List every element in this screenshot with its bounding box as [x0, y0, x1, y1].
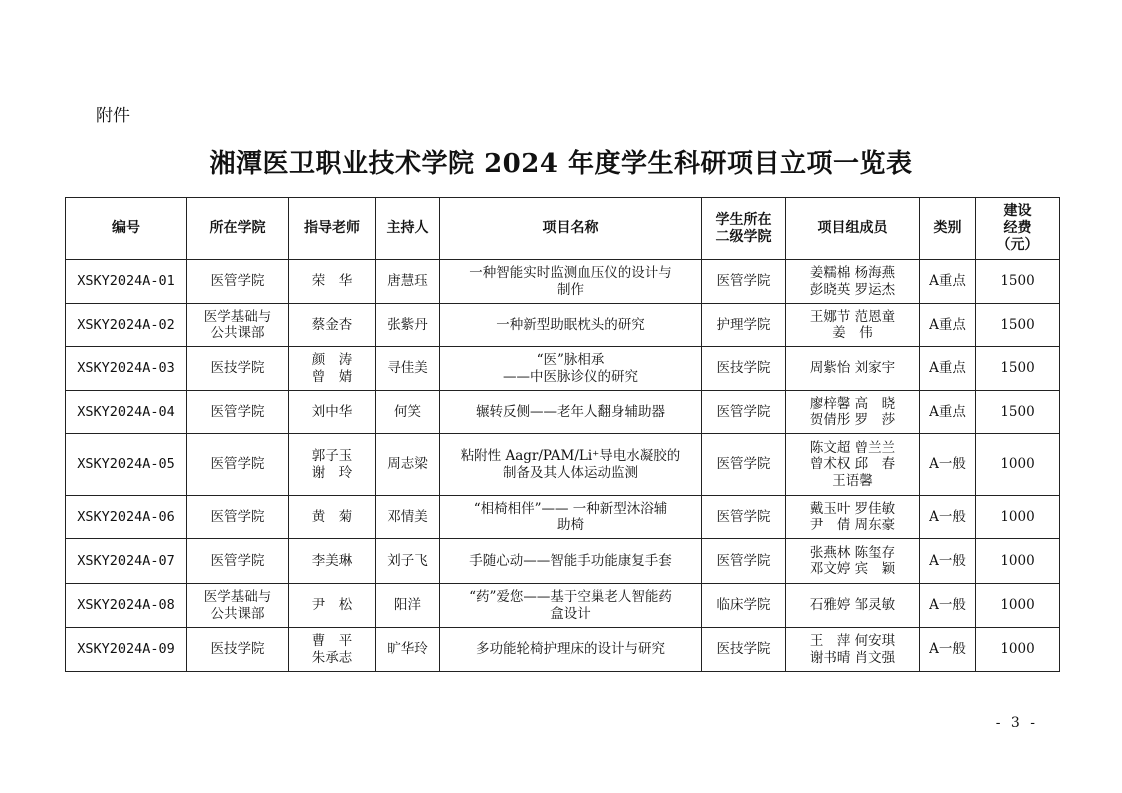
cell-college-line: 医学基础与 — [203, 308, 272, 325]
cell-project — [440, 628, 702, 672]
header-fund-line: 建设 — [1003, 203, 1032, 220]
cell-project-line: 助椅 — [557, 517, 584, 533]
cell-project-line: 粘附性 Aagr/PAM/Li⁺导电水凝胶的 — [460, 448, 681, 465]
table-row — [66, 391, 1060, 434]
cell-category: A一般 — [920, 434, 976, 496]
table-row — [66, 260, 1060, 304]
cell-project-line: 一种智能实时监测血压仪的设计与 — [469, 265, 672, 282]
cell-code: XSKY2024A-02 — [66, 304, 187, 347]
cell-members-line: 陈文超 曾兰兰 — [809, 440, 896, 457]
cell-members — [786, 347, 920, 391]
cell-dept: 临床学院 — [702, 584, 786, 628]
cell-project-line: 辗转反侧——老年人翻身辅助器 — [476, 403, 665, 420]
cell-project-line: 手随心动——智能手功能康复手套 — [469, 552, 672, 569]
cell-project-line: 盒设计 — [550, 605, 591, 622]
cell-leader: 何笑 — [376, 391, 440, 434]
cell-college — [187, 628, 289, 672]
cell-members-line: 廖梓馨 高 晓 — [809, 395, 896, 412]
cell-advisor-line: 曾 婧 — [311, 368, 353, 385]
header-code: 编号 — [66, 198, 187, 260]
cell-members — [786, 539, 920, 584]
cell-members-line: 张燕林 陈玺存 — [809, 544, 896, 561]
cell-advisor-line: 郭子玉 — [311, 448, 353, 465]
cell-members-line: 谢书晴 肖文强 — [809, 649, 896, 666]
cell-college — [187, 347, 289, 391]
cell-code: XSKY2024A-01 — [66, 260, 187, 304]
cell-fund: 1000 — [976, 539, 1060, 584]
cell-members — [786, 434, 920, 496]
cell-college-line: 医管学院 — [210, 552, 265, 569]
cell-college — [187, 539, 289, 584]
cell-advisor-line: 黄 菊 — [311, 508, 353, 525]
header-fund — [976, 198, 1060, 260]
cell-project-line: ——中医脉诊仪的研究 — [503, 368, 638, 385]
header-dept-line: 学生所在 — [715, 211, 772, 228]
cell-advisor — [289, 347, 376, 391]
cell-category: A一般 — [920, 584, 976, 628]
cell-category: A重点 — [920, 260, 976, 304]
cell-members-line: 姜糯棉 杨海燕 — [809, 265, 896, 282]
cell-college-line: 医管学院 — [210, 273, 265, 290]
cell-members-line: 彭晓英 罗运杰 — [809, 281, 896, 298]
cell-members-line: 王语馨 — [832, 472, 873, 489]
cell-project-line: 制作 — [557, 281, 584, 298]
cell-members-line: 姜 伟 — [832, 325, 873, 341]
cell-leader: 周志梁 — [376, 434, 440, 496]
cell-fund: 1500 — [976, 391, 1060, 434]
cell-members-line: 王 萍 何安琪 — [809, 633, 896, 650]
cell-members-line: 尹 倩 周东豪 — [809, 517, 896, 533]
cell-leader: 邓情美 — [376, 496, 440, 539]
header-dept — [702, 198, 786, 260]
header-dept-line: 二级学院 — [715, 228, 772, 245]
cell-project-line: “药”爱您——基于空巢老人智能药 — [469, 589, 672, 606]
header-college: 所在学院 — [187, 198, 289, 260]
cell-college — [187, 391, 289, 434]
cell-fund: 1500 — [976, 347, 1060, 391]
cell-college-line: 公共课部 — [210, 325, 265, 341]
header-project: 项目名称 — [440, 198, 702, 260]
cell-code: XSKY2024A-09 — [66, 628, 187, 672]
cell-code: XSKY2024A-08 — [66, 584, 187, 628]
cell-category: A重点 — [920, 391, 976, 434]
cell-advisor — [289, 628, 376, 672]
document-title: 湘潭医卫职业技术学院 2024 年度学生科研项目立项一览表 — [209, 149, 913, 179]
cell-members-line: 戴玉叶 罗佳敏 — [809, 500, 896, 517]
cell-dept: 医管学院 — [702, 434, 786, 496]
table-row — [66, 584, 1060, 628]
cell-category: A重点 — [920, 304, 976, 347]
cell-leader: 寻佳美 — [376, 347, 440, 391]
cell-leader: 张紫丹 — [376, 304, 440, 347]
cell-members — [786, 628, 920, 672]
cell-code: XSKY2024A-04 — [66, 391, 187, 434]
cell-advisor — [289, 539, 376, 584]
cell-dept: 医技学院 — [702, 628, 786, 672]
header-members: 项目组成员 — [786, 198, 920, 260]
cell-members-line: 贺倩彤 罗 莎 — [809, 412, 896, 428]
cell-college — [187, 304, 289, 347]
cell-college-line: 医管学院 — [210, 508, 265, 525]
cell-advisor — [289, 304, 376, 347]
cell-dept: 医管学院 — [702, 496, 786, 539]
cell-leader: 旷华玲 — [376, 628, 440, 672]
cell-leader: 刘子飞 — [376, 539, 440, 584]
cell-advisor-line: 谢 玲 — [311, 464, 353, 481]
cell-college — [187, 584, 289, 628]
cell-advisor — [289, 260, 376, 304]
cell-college-line: 医技学院 — [210, 641, 265, 658]
cell-members — [786, 496, 920, 539]
cell-members-line: 周紫怡 刘家宇 — [809, 360, 896, 377]
cell-dept: 护理学院 — [702, 304, 786, 347]
cell-leader: 唐慧珏 — [376, 260, 440, 304]
table-header-row — [66, 198, 1060, 260]
attachment-label: 附件 — [96, 106, 130, 126]
cell-leader: 阳洋 — [376, 584, 440, 628]
cell-category: A一般 — [920, 628, 976, 672]
cell-advisor-line: 曹 平 — [311, 633, 353, 650]
cell-project — [440, 304, 702, 347]
table-row — [66, 496, 1060, 539]
header-fund-line: （元） — [996, 236, 1039, 253]
cell-members-line: 邓文婷 宾 颖 — [809, 561, 896, 577]
cell-code: XSKY2024A-03 — [66, 347, 187, 391]
cell-code: XSKY2024A-05 — [66, 434, 187, 496]
table-row — [66, 347, 1060, 391]
cell-project — [440, 584, 702, 628]
cell-advisor — [289, 391, 376, 434]
cell-code: XSKY2024A-06 — [66, 496, 187, 539]
cell-project — [440, 347, 702, 391]
cell-category: A一般 — [920, 496, 976, 539]
cell-advisor-line: 颜 涛 — [311, 352, 353, 369]
cell-dept: 医管学院 — [702, 260, 786, 304]
cell-members-line: 王娜节 范恩童 — [809, 308, 896, 325]
cell-advisor — [289, 434, 376, 496]
cell-fund: 1000 — [976, 496, 1060, 539]
cell-members — [786, 304, 920, 347]
cell-project — [440, 434, 702, 496]
cell-advisor-line: 蔡金杏 — [311, 316, 353, 333]
cell-college-line: 医管学院 — [210, 403, 265, 420]
table-row — [66, 628, 1060, 672]
cell-advisor-line: 李美琳 — [311, 552, 353, 569]
cell-project-line: 制备及其人体运动监测 — [503, 464, 638, 481]
cell-members-line: 曾术权 邱 春 — [809, 456, 896, 473]
cell-code: XSKY2024A-07 — [66, 539, 187, 584]
cell-dept: 医管学院 — [702, 391, 786, 434]
cell-college — [187, 434, 289, 496]
cell-fund: 1000 — [976, 628, 1060, 672]
header-leader: 主持人 — [376, 198, 440, 260]
cell-members-line: 石雅婷 邹灵敏 — [809, 597, 896, 614]
cell-fund: 1000 — [976, 584, 1060, 628]
cell-members — [786, 391, 920, 434]
project-table — [65, 197, 1060, 672]
cell-advisor-line: 荣 华 — [311, 273, 353, 290]
cell-fund: 1500 — [976, 304, 1060, 347]
table-row — [66, 434, 1060, 496]
header-fund-line: 经费 — [1003, 220, 1032, 237]
cell-project — [440, 260, 702, 304]
page-number: - 3 - — [995, 715, 1038, 731]
cell-project — [440, 539, 702, 584]
cell-project — [440, 391, 702, 434]
cell-college-line: 医技学院 — [210, 360, 265, 377]
cell-college-line: 医学基础与 — [203, 589, 272, 606]
header-category: 类别 — [920, 198, 976, 260]
cell-advisor — [289, 584, 376, 628]
cell-college — [187, 496, 289, 539]
cell-advisor — [289, 496, 376, 539]
cell-category: A重点 — [920, 347, 976, 391]
table-row — [66, 304, 1060, 347]
cell-fund: 1000 — [976, 434, 1060, 496]
table-row — [66, 539, 1060, 584]
header-advisor: 指导老师 — [289, 198, 376, 260]
cell-advisor-line: 尹 松 — [311, 597, 353, 614]
cell-project-line: 一种新型助眠枕头的研究 — [496, 316, 645, 333]
cell-advisor-line: 刘中华 — [311, 403, 353, 420]
cell-project-line: “医”脉相承 — [536, 352, 605, 369]
cell-category: A一般 — [920, 539, 976, 584]
cell-advisor-line: 朱承志 — [311, 649, 353, 666]
cell-college-line: 公共课部 — [210, 605, 265, 622]
cell-members — [786, 584, 920, 628]
cell-members — [786, 260, 920, 304]
cell-project — [440, 496, 702, 539]
cell-dept: 医管学院 — [702, 539, 786, 584]
cell-project-line: 多功能轮椅护理床的设计与研究 — [476, 641, 665, 658]
cell-college-line: 医管学院 — [210, 456, 265, 473]
cell-dept: 医技学院 — [702, 347, 786, 391]
cell-fund: 1500 — [976, 260, 1060, 304]
cell-college — [187, 260, 289, 304]
cell-project-line: “相椅相伴”—— 一种新型沐浴辅 — [473, 500, 668, 517]
